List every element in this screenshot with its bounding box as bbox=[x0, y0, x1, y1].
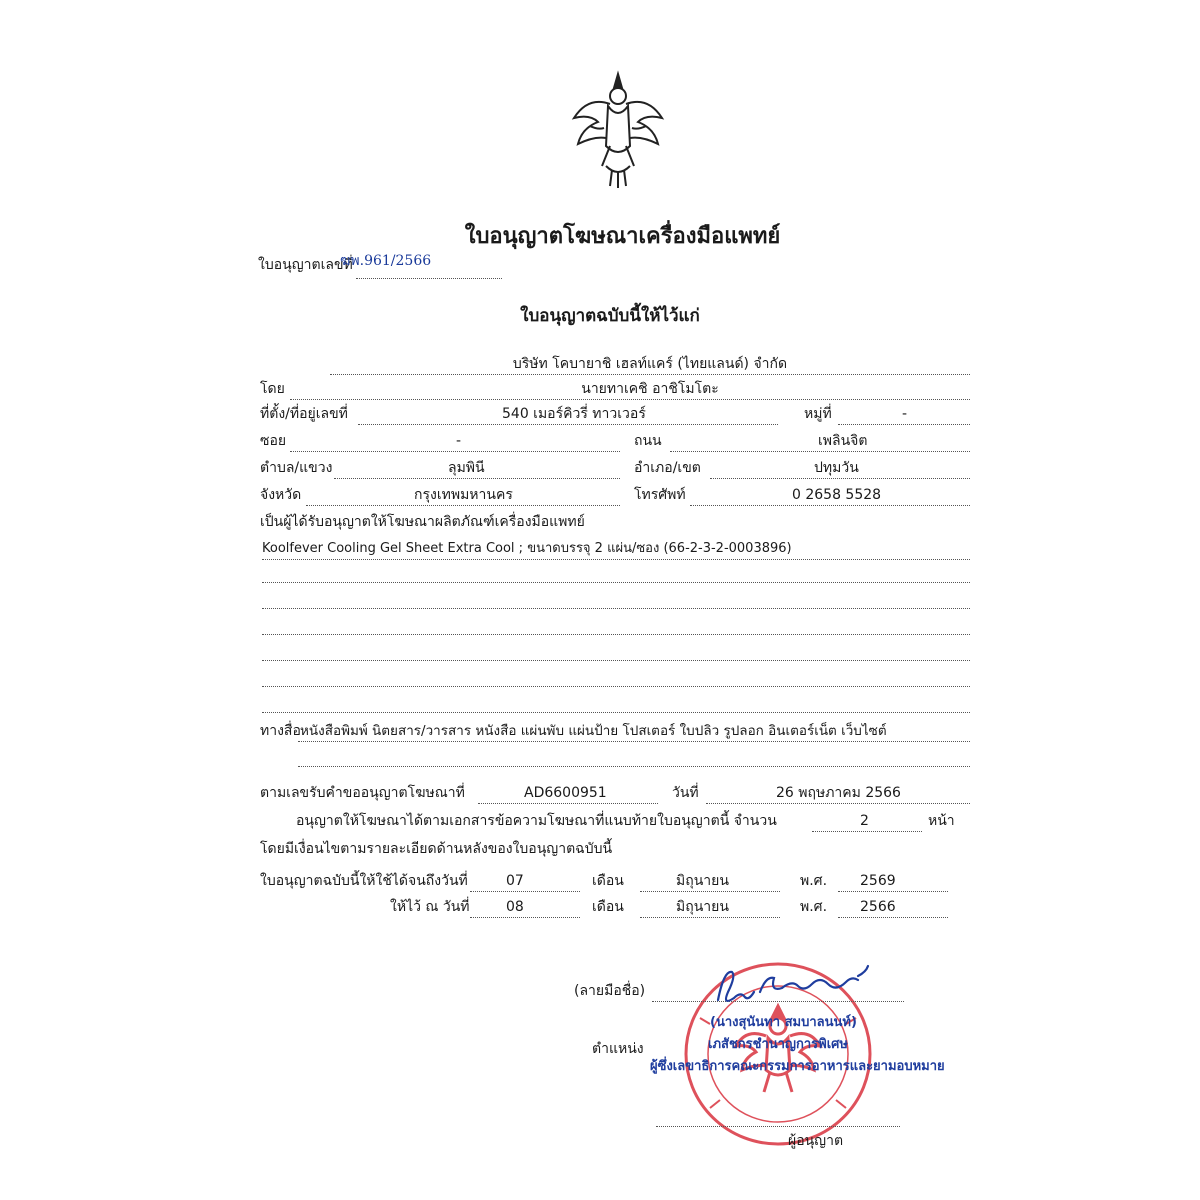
subdistrict-label: ตำบล/แขวง bbox=[260, 460, 333, 476]
given-month-label: เดือน bbox=[592, 899, 624, 915]
road-label: ถนน bbox=[634, 433, 662, 449]
valid-year-label: พ.ศ. bbox=[800, 873, 828, 889]
province-underline bbox=[306, 505, 620, 506]
licensor-underline bbox=[656, 1126, 900, 1127]
company-name: บริษัท โคบายาชิ เฮลท์แคร์ (ไทยแลนด์) จำกัด bbox=[512, 356, 788, 372]
by-label: โดย bbox=[260, 381, 285, 397]
media-label: ทางสื่อ bbox=[260, 723, 301, 739]
product-text: Koolfever Cooling Gel Sheet Extra Cool ; ขนาดบรรจุ 2 แผ่น/ซอง (66-2-3-2-0003896) bbox=[262, 541, 792, 556]
signature-label: (ลายมือชื่อ) bbox=[574, 983, 646, 999]
request-underline bbox=[478, 803, 658, 804]
moo-underline bbox=[838, 424, 970, 425]
moo-value: - bbox=[902, 406, 908, 422]
request-value: AD6600951 bbox=[524, 785, 607, 801]
valid-month-underline bbox=[640, 891, 780, 892]
district-label: อำเภอ/เขต bbox=[634, 460, 701, 476]
soi-label: ซอย bbox=[260, 433, 287, 449]
subdistrict-value: ลุมพินี bbox=[448, 460, 485, 476]
given-year-label: พ.ศ. bbox=[800, 899, 828, 915]
province-value: กรุงเทพมหานคร bbox=[414, 487, 513, 503]
position-label: ตำแหน่ง bbox=[592, 1041, 644, 1057]
blank-line-3 bbox=[262, 634, 970, 635]
company-underline bbox=[330, 374, 970, 375]
address-label: ที่ตั้ง/ที่อยู่เลขที่ bbox=[260, 406, 348, 422]
licensor-label: ผู้อนุญาต bbox=[788, 1133, 844, 1149]
signer-role: ผู้ซึ่งเลขาธิการคณะกรรมการอาหารและยามอบหมาย bbox=[650, 1059, 945, 1074]
by-value: นายทาเคชิ อาชิโมโตะ bbox=[581, 381, 719, 397]
given-day-underline bbox=[470, 917, 580, 918]
license-number-underline bbox=[356, 278, 502, 279]
request-date-underline bbox=[706, 803, 970, 804]
blank-line-1 bbox=[262, 582, 970, 583]
valid-day: 07 bbox=[506, 873, 524, 889]
province-label: จังหวัด bbox=[260, 487, 302, 503]
media-underline bbox=[298, 741, 970, 742]
document-title: ใบอนุญาตโฆษณาเครื่องมือแพทย์ bbox=[464, 224, 781, 249]
signer-name: (นางสุนันทา สมบาลนนท์) bbox=[710, 1015, 857, 1030]
conditions-text: โดยมีเงื่อนไขตามรายละเอียดด้านหลังของใบอนุญาตฉบับนี้ bbox=[260, 841, 613, 857]
valid-day-underline bbox=[470, 891, 580, 892]
road-value: เพลินจิต bbox=[818, 433, 868, 449]
subdistrict-underline bbox=[334, 478, 620, 479]
district-underline bbox=[710, 478, 970, 479]
phone-underline bbox=[690, 505, 970, 506]
garuda-emblem-icon bbox=[568, 66, 668, 191]
license-number-value: ฆพ.961/2566 bbox=[340, 253, 432, 269]
blank-line-4 bbox=[262, 660, 970, 661]
signature-handwritten bbox=[700, 962, 880, 1012]
soi-value: - bbox=[456, 433, 462, 449]
blank-line-5 bbox=[262, 686, 970, 687]
moo-label: หมู่ที่ bbox=[804, 406, 832, 422]
given-label: ให้ไว้ ณ วันที่ bbox=[390, 899, 470, 915]
request-label: ตามเลขรับคำขออนุญาตโฆษณาที่ bbox=[260, 785, 465, 801]
media-value: หนังสือพิมพ์ นิตยสาร/วารสาร หนังสือ แผ่นพับ แผ่นป้าย โปสเตอร์ ใบปลิว รูปลอก อินเตอร์เน็ต เว็บไซต์ bbox=[300, 723, 887, 739]
valid-until-label: ใบอนุญาตฉบับนี้ให้ใช้ได้จนถึงวันที่ bbox=[260, 873, 468, 889]
given-month-underline bbox=[640, 917, 780, 918]
permission-text: เป็นผู้ได้รับอนุญาตให้โฆษณาผลิตภัณฑ์เครื่องมือแพทย์ bbox=[260, 514, 585, 530]
district-value: ปทุมวัน bbox=[814, 460, 859, 476]
address-underline bbox=[358, 424, 778, 425]
road-underline bbox=[670, 451, 970, 452]
media-blank-line bbox=[298, 766, 970, 767]
granted-to-heading: ใบอนุญาตฉบับนี้ให้ไว้แก่ bbox=[520, 306, 700, 326]
pages-underline bbox=[812, 831, 922, 832]
given-year-underline bbox=[838, 917, 948, 918]
license-number-label: ใบอนุญาตเลขที่ bbox=[258, 257, 353, 273]
signer-title: เภสัชกรชำนาญการพิเศษ bbox=[708, 1037, 848, 1052]
valid-year-underline bbox=[838, 891, 948, 892]
pages-unit: หน้า bbox=[928, 813, 955, 829]
blank-line-6 bbox=[262, 712, 970, 713]
request-date-label: วันที่ bbox=[672, 785, 699, 801]
valid-year: 2569 bbox=[860, 873, 896, 889]
phone-label: โทรศัพท์ bbox=[634, 487, 686, 503]
given-year: 2566 bbox=[860, 899, 896, 915]
pages-value: 2 bbox=[860, 813, 869, 829]
blank-line-2 bbox=[262, 608, 970, 609]
pages-text: อนุญาตให้โฆษณาได้ตามเอกสารข้อความโฆษณาที่แนบท้ายใบอนุญาตนี้ จำนวน bbox=[296, 813, 777, 829]
request-date-value: 26 พฤษภาคม 2566 bbox=[776, 785, 901, 801]
address-value: 540 เมอร์คิวรี่ ทาวเวอร์ bbox=[502, 406, 646, 422]
product-underline bbox=[262, 559, 970, 560]
phone-value: 0 2658 5528 bbox=[792, 487, 882, 503]
given-day: 08 bbox=[506, 899, 524, 915]
by-underline bbox=[290, 399, 970, 400]
given-month: มิถุนายน bbox=[676, 899, 729, 915]
valid-month-label: เดือน bbox=[592, 873, 624, 889]
valid-month: มิถุนายน bbox=[676, 873, 729, 889]
soi-underline bbox=[290, 451, 620, 452]
